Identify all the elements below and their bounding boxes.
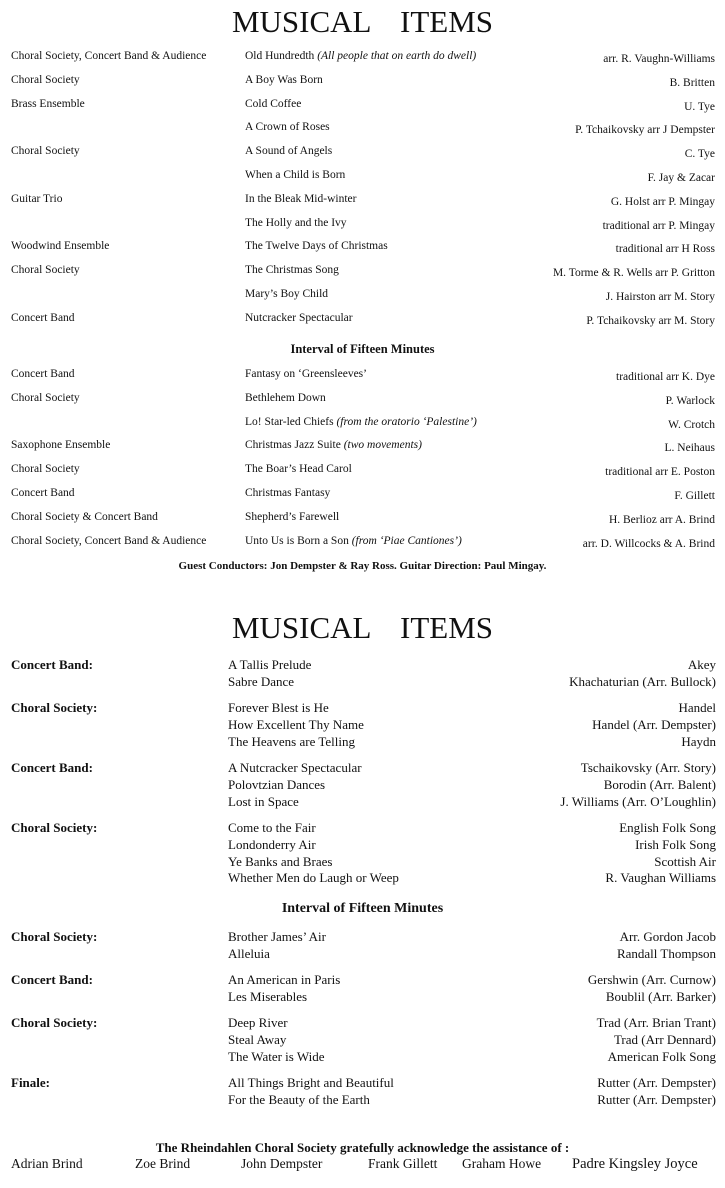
piece-name: Christmas Fantasy [245,487,331,499]
ack-name: Graham Howe [462,1156,542,1171]
composer: English Folk Song [619,820,716,835]
programme-row [0,463,725,487]
piece-title [245,145,332,157]
part2-interval: Interval of Fifteen Minutes [281,901,444,916]
part1-credits: Guest Conductors: Jon Dempster & Ray Ross. Guitar Direction: Paul Mingay. [178,560,547,572]
composer: Khachaturian (Arr. Bullock) [569,673,716,689]
piece-name: Christmas Jazz Suite [245,439,341,452]
composer: arr. R. Vaughn-Williams [603,53,715,65]
piece-title: Whether Men do Laugh or Weep [228,870,399,886]
composer: Borodin (Arr. Balent) [603,776,716,792]
piece-title [245,193,356,205]
piece-name: The Holly and the Ivy [245,216,347,229]
piece-title: Deep River [228,1015,288,1030]
programme-row [0,74,725,98]
programme-row [0,264,725,288]
composer: Handel [678,700,716,715]
ack-name: Adrian Brind [11,1156,83,1171]
piece-title [245,487,330,499]
composer: traditional arr E. Poston [605,466,715,479]
piece-title: Polovtzian Dances [228,776,326,792]
piece-title [245,416,477,428]
performer: Concert Band [11,368,75,380]
part1-title: MUSICAL ITEMS [231,4,494,39]
acknowledgement: The Rheindahlen Choral Society gratefully acknowledge the assistance of : [155,1140,570,1155]
piece-name: Old Hundredth [245,50,315,62]
piece-name: A Boy Was Born [245,73,323,86]
piece-name: Cold Coffee [245,97,302,110]
piece-title [245,121,330,133]
composer: P. Tchaikovsky arr M. Story [586,314,715,327]
composer: Gershwin (Arr. Curnow) [587,972,716,987]
ack-name: Padre Kingsley Joyce [572,1156,698,1172]
programme-row [0,240,725,264]
piece-title: A Tallis Prelude [228,657,312,672]
piece-name: Unto Us is Born a Son [245,534,349,547]
piece-title [245,74,323,86]
piece-name: Nutcracker Spectacular [245,311,353,324]
part2-title: MUSICAL ITEMS [231,610,494,645]
piece-title: Sabre Dance [228,673,295,689]
programme-row [0,312,725,336]
piece-title [245,288,328,300]
piece-title: The Heavens are Telling [228,733,355,749]
composer: Rutter (Arr. Dempster) [597,1091,716,1107]
composer: American Folk Song [607,1048,716,1064]
piece-note: (from the oratorio ‘Palestine’) [336,415,477,428]
programme-row [0,169,725,193]
programme-row [0,487,725,511]
performer: Choral Society, Concert Band & Audience [11,50,207,62]
performer: Choral Society: [11,700,98,715]
piece-title: How Excellent Thy Name [228,716,364,732]
programme-row [0,392,725,416]
composer: P. Warlock [665,394,715,407]
piece-title [245,240,388,252]
composer: Randall Thompson [616,945,716,961]
composer: U. Tye [684,100,715,113]
piece-title [245,217,347,229]
piece-name: Fantasy on ‘Greensleeves’ [245,368,367,380]
composer: L. Neihaus [664,442,715,455]
composer: F. Gillett [674,490,715,502]
composer: traditional arr H Ross [615,243,715,256]
performer: Concert Band [11,487,75,499]
programme-row [0,511,725,535]
piece-title [245,169,345,181]
composer: Boublil (Arr. Barker) [605,988,716,1004]
performer: Concert Band: [11,657,93,672]
ack-name: Frank Gillett [368,1156,438,1171]
programme-row [0,368,725,392]
piece-title: All Things Bright and Beautiful [228,1075,394,1090]
composer: Arr. Gordon Jacob [619,929,716,944]
composer: Handel (Arr. Dempster) [592,716,716,732]
composer: Scottish Air [654,853,716,869]
piece-title: An American in Paris [228,972,341,987]
programme-row [0,288,725,312]
piece-title [245,264,339,276]
composer: C. Tye [684,148,715,161]
programme-row [0,439,725,463]
performer: Concert Band: [11,972,93,987]
piece-title: Come to the Fair [228,820,316,835]
programme-row [0,145,725,169]
part1-interval: Interval of Fifteen Minutes [290,342,435,356]
piece-name: A Crown of Roses [245,121,330,134]
composer: Rutter (Arr. Dempster) [597,1075,716,1090]
performer: Choral Society [11,391,80,404]
composer: W. Crotch [668,418,715,431]
piece-name: A Sound of Angels [245,145,333,158]
composer: Tschaikovsky (Arr. Story) [580,760,716,775]
piece-title: The Water is Wide [228,1048,325,1064]
composer: traditional arr K. Dye [616,371,715,383]
piece-title [245,368,367,380]
piece-name: Bethlehem Down [245,391,326,404]
performer: Saxophone Ensemble [11,439,111,452]
piece-note: (All people that on earth do dwell) [317,50,477,62]
piece-name: Shepherd’s Farewell [245,510,340,523]
piece-name: When a Child is Born [245,169,346,181]
performer: Finale: [11,1075,50,1090]
composer: Akey [687,657,716,672]
composer: M. Torme & R. Wells arr P. Gritton [552,267,715,280]
piece-title: Alleluia [228,945,270,961]
piece-name: Mary’s Boy Child [245,288,329,300]
piece-note: (two movements) [343,439,422,452]
performer: Concert Band: [11,760,93,775]
composer: J. Hairston arr M. Story [605,291,715,303]
piece-title: For the Beauty of the Earth [228,1091,370,1107]
piece-title [245,50,476,62]
performer: Choral Society [11,463,80,476]
performer: Choral Society, Concert Band & Audience [11,534,207,547]
composer: J. Williams (Arr. O’Loughlin) [560,793,716,809]
performer: Choral Society: [11,929,98,944]
composer: B. Britten [669,76,715,89]
piece-title [245,463,352,475]
piece-title: Lost in Space [228,793,299,809]
programme-row [0,535,725,559]
piece-name: The Christmas Song [245,264,339,277]
piece-title [245,392,326,404]
performer: Choral Society [11,264,80,277]
composer: Irish Folk Song [635,836,716,852]
piece-title: Ye Banks and Braes [228,853,333,869]
piece-name: Lo! Star-led Chiefs [245,415,334,428]
composer: Haydn [681,733,716,749]
programme-row [0,217,725,241]
piece-name: The Boar’s Head Carol [245,463,352,476]
composer: P. Tchaikovsky arr J Dempster [575,124,715,137]
composer: R. Vaughan Williams [605,870,716,886]
composer: G. Holst arr P. Mingay [610,195,715,208]
composer: H. Berlioz arr A. Brind [608,513,715,526]
performer: Choral Society: [11,820,98,835]
piece-title [245,312,353,324]
composer: traditional arr P. Mingay [602,219,715,232]
performer: Brass Ensemble [11,97,85,110]
piece-title [245,535,462,547]
performer: Choral Society & Concert Band [11,510,158,523]
composer: arr. D. Willcocks & A. Brind [582,537,715,550]
performer: Choral Society: [11,1015,98,1030]
composer: Trad (Arr. Brian Trant) [596,1015,716,1030]
piece-name: The Twelve Days of Christmas [245,240,388,253]
piece-title [245,439,422,451]
ack-name: Zoe Brind [135,1156,191,1171]
performer: Guitar Trio [11,192,63,205]
programme-row [0,50,725,74]
performer: Choral Society [11,73,80,86]
piece-title: Les Miserables [228,988,308,1004]
piece-title: Londonderry Air [228,836,316,852]
composer: Trad (Arr Dennard) [613,1031,716,1047]
composer: F. Jay & Zacar [647,172,715,184]
performer: Choral Society [11,145,80,158]
piece-title: Steal Away [228,1031,287,1047]
piece-title: Forever Blest is He [228,700,329,715]
programme-row [0,416,725,440]
performer: Concert Band [11,311,75,324]
programme-row [0,121,725,145]
programme-row [0,193,725,217]
piece-title: Brother James’ Air [228,929,326,944]
performer: Woodwind Ensemble [11,240,110,253]
piece-note: (from ‘Piae Cantiones’) [351,534,462,547]
piece-title: A Nutcracker Spectacular [228,760,362,775]
piece-title [245,511,339,523]
ack-name: John Dempster [241,1156,323,1171]
piece-title [245,98,301,110]
programme-row [0,98,725,122]
piece-name: In the Bleak Mid-winter [245,192,357,205]
